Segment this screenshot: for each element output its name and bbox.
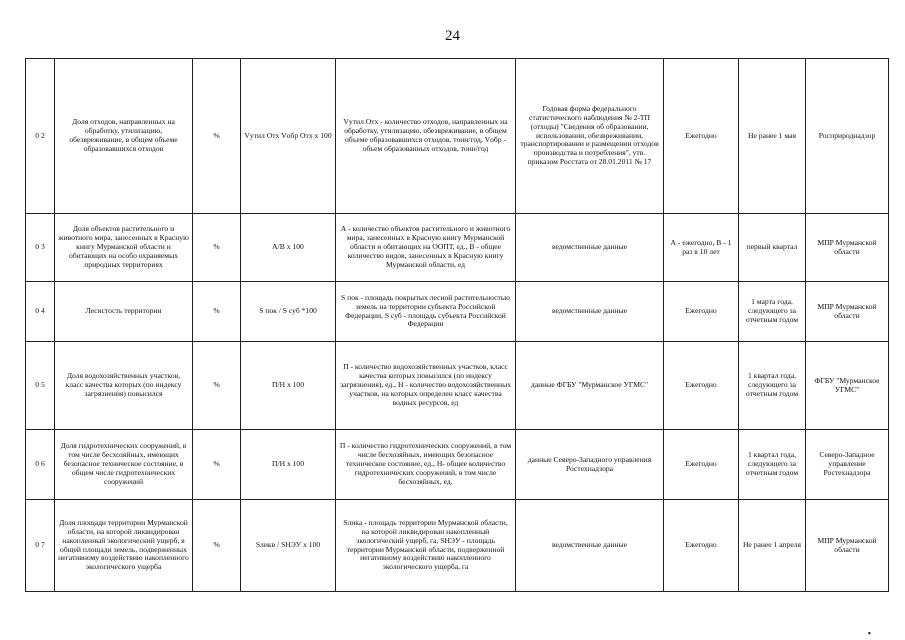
indicator-name: Лесистость территории [55, 282, 193, 342]
responsible: Северо-Западное управление Ростехнадзора [806, 430, 889, 500]
table-row [26, 430, 889, 500]
formula: П/Н х 100 [241, 342, 336, 430]
deadline: 1 квартал года, следующего за отчетным годом [739, 430, 806, 500]
deadline: Не ранее 1 апреля [739, 500, 806, 592]
table-row [26, 214, 889, 282]
page-number: 24 [445, 28, 460, 44]
formula-description: Sлика - площадь территории Мурманской области, на которой ликвидирован накопленный экологический ущерб, га, SНЭУ - площадь территории Мурманской области, подверженной негативному воздействию накопленного экологического ущерба, га [336, 500, 516, 592]
formula: П/Н х 100 [241, 430, 336, 500]
formula: Vутил Отх Vобр Отх х 100 [241, 59, 336, 214]
table-row [26, 282, 889, 342]
responsible: МПР Мурманской области [806, 500, 889, 592]
table-body [26, 59, 889, 592]
indicator-name: Доля объектов растительного и животного мира, занесенных в Красную книгу Мурманской области и обитающих на особо охраняемых природных территориях [55, 214, 193, 282]
formula-description: А - количество объектов растительного и животного мира, занесенных в Красную книгу Мурманской области и обитающих на ООПТ, ед., В - общее количество видов, занесенных в Красную книгу Мурманской области, ед [336, 214, 516, 282]
indicator-name: Доля отходов, направленных на обработку, утилизацию, обезвреживание, в общем объеме образовавшихся отходов [55, 59, 193, 214]
unit: % [193, 342, 241, 430]
responsible: МПР Мурманской области [806, 282, 889, 342]
frequency: Ежегодно [664, 342, 739, 430]
formula-description: П - количество водохозяйственных участков, класс качества которых повысился (по индексу загрязнения), ед., Н - количество водохозяйственных участков, на которых определен класс качества водных ресурсов, ед [336, 342, 516, 430]
row-number: 0 3 [26, 214, 55, 282]
formula-description: Vутил Отх - количество отходов, направленных на обработку, утилизацию, обезвреживание, в общем объеме образовавшихся отходов, тонн/год, Vобр - объем образованных отходов, тонн/год [336, 59, 516, 214]
row-number: 0 6 [26, 430, 55, 500]
data-source: данные ФГБУ "Мурманское УГМС" [516, 342, 664, 430]
row-number: 0 7 [26, 500, 55, 592]
table-row [26, 500, 889, 592]
deadline: 1 марта года, следующего за отчетным годом [739, 282, 806, 342]
scan-mark: ▪ [867, 628, 871, 638]
table-row [26, 342, 889, 430]
frequency: Ежегодно [664, 500, 739, 592]
deadline: 1 квартал года, следующего за отчетным годом [739, 342, 806, 430]
row-number: 0 2 [26, 59, 55, 214]
formula: А/В х 100 [241, 214, 336, 282]
formula-description: S пок - площадь покрытых лесной растительностью земель на территории субъекта Российской Федерации, S суб - площадь субъекта Российской Федерации [336, 282, 516, 342]
unit: % [193, 282, 241, 342]
indicator-name: Доля гидротехнических сооружений, в том числе бесхозяйных, имеющих безопасное техническое состояние, в общем числе гидротехнических сооружений [55, 430, 193, 500]
unit: % [193, 214, 241, 282]
frequency: Ежегодно [664, 59, 739, 214]
deadline: Не ранее 1 мая [739, 59, 806, 214]
frequency: Ежегодно [664, 430, 739, 500]
data-source: ведомственные данные [516, 282, 664, 342]
frequency: Ежегодно [664, 282, 739, 342]
data-source: Годовая форма федерального статистического наблюдения № 2-ТП (отходы) "Сведения об образовании, использовании, обезвреживании, транспортировании и размещении отходов производства и потребления", утв. приказом Росстата от 28.01.2011 № 17 [516, 59, 664, 214]
unit: % [193, 59, 241, 214]
data-source: данные Северо-Западного управления Ростехнадзора [516, 430, 664, 500]
unit: % [193, 430, 241, 500]
frequency: А - ежегодно, В - 1 раз в 10 лет [664, 214, 739, 282]
table-row [26, 59, 889, 214]
indicators-table [25, 58, 889, 592]
indicator-name: Доля площади территории Мурманской области, на которой ликвидирован накопленный экологический ущерб, в общей площади земель, подверженных негативному воздействию накопленного экологического ущерба [55, 500, 193, 592]
unit: % [193, 500, 241, 592]
responsible: МПР Мурманской области [806, 214, 889, 282]
data-source: ведомственные данные [516, 214, 664, 282]
formula-description: П - количество гидротехнических сооружений, в том числе бесхозяйных, имеющих безопасное техническое состояние, ед., Н- общее количество гидротехнических сооружений, в том числе бесхозяйных, ед. [336, 430, 516, 500]
formula: Sликв / SНЭУ х 100 [241, 500, 336, 592]
formula: S пок / S суб *100 [241, 282, 336, 342]
deadline: первый квартал [739, 214, 806, 282]
responsible: Росприроднадзор [806, 59, 889, 214]
indicator-name: Доля водохозяйственных участков, класс качества которых (по индексу загрязнения) повысился [55, 342, 193, 430]
row-number: 0 5 [26, 342, 55, 430]
row-number: 0 4 [26, 282, 55, 342]
responsible: ФГБУ "Мурманское УГМС" [806, 342, 889, 430]
data-source: ведомственные данные [516, 500, 664, 592]
